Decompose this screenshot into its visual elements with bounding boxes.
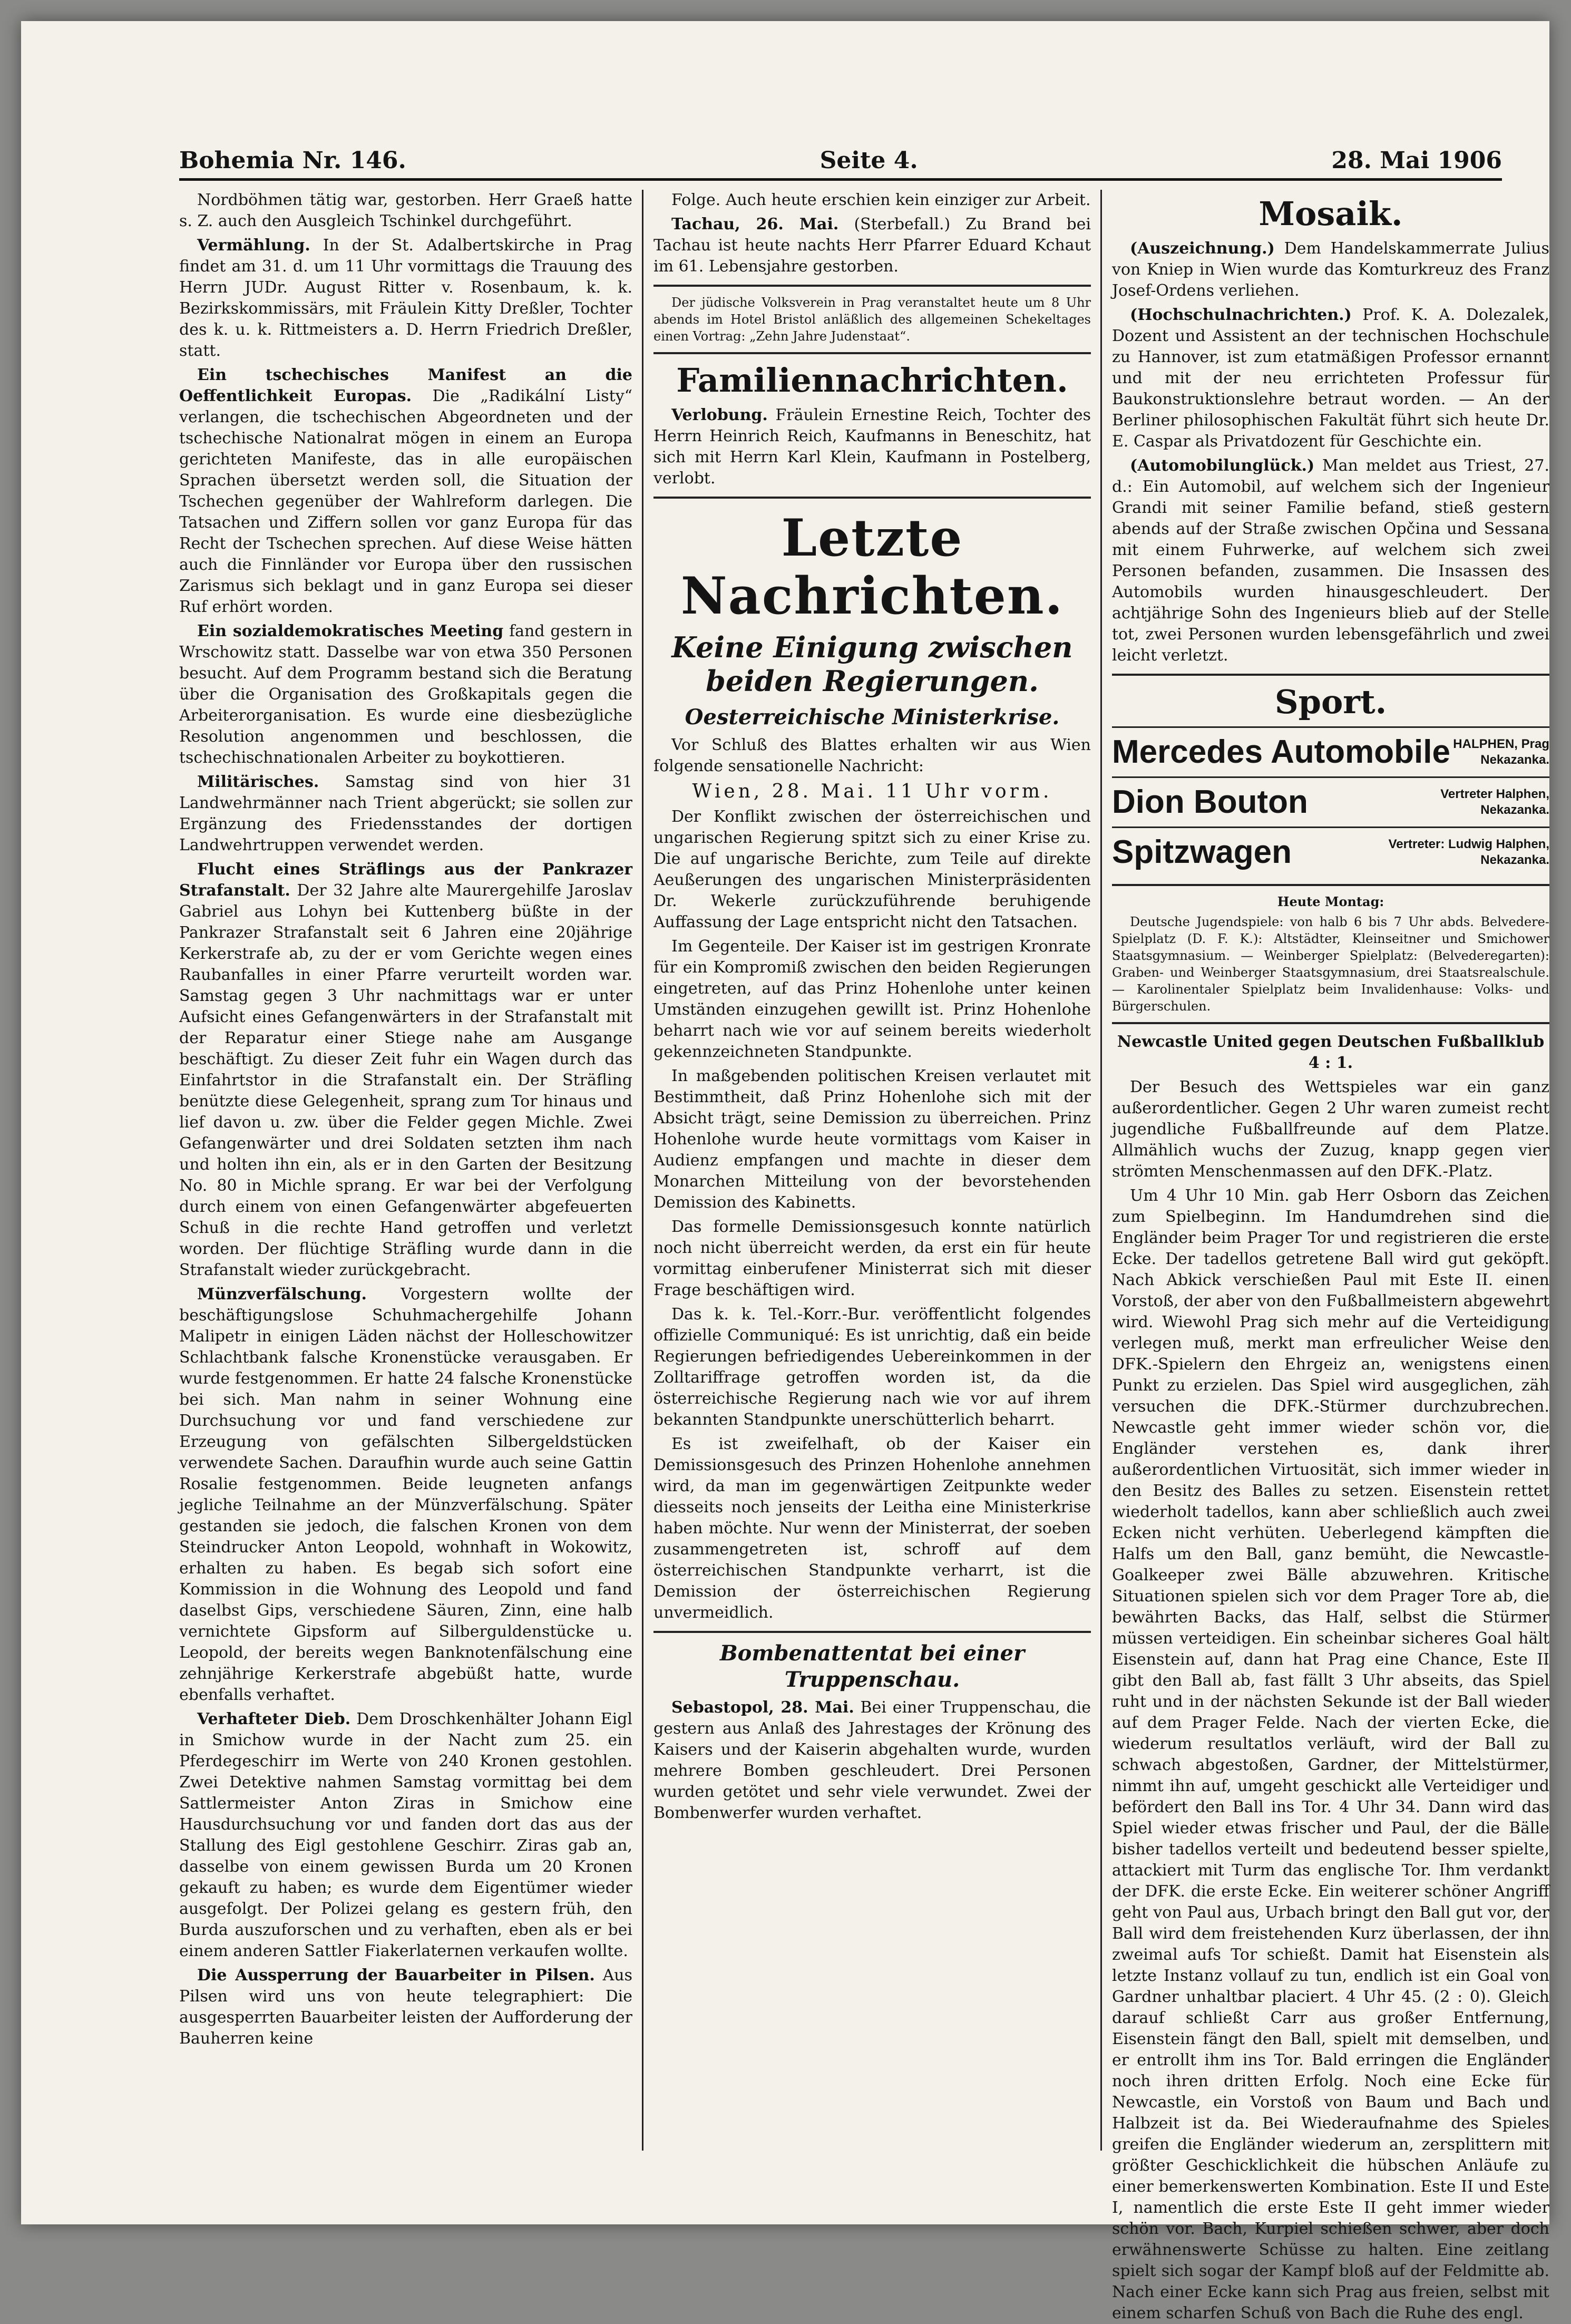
advertisement: Dion Bouton Vertreter Halphen, Nekazanka. — [1112, 776, 1549, 826]
today-title: Heute Montag: — [1277, 894, 1384, 909]
article: Sebastopol, 28. Mai. Bei einer Truppenschau, die gestern aus Anlaß des Jahrestages der Krönung des Kaisers und der Kaiserin abgehalten wurde, wurden mehrere Bomben geschleudert. Drei Personen wurden getötet und sehr viele verwundet. Zwei der Bombenwerfer wurden verhaftet. — [653, 1698, 1091, 1822]
article: Vermählung. In der St. Adalbertskirche in Prag findet am 31. d. um 11 Uhr vormittags die Trauung des Herrn JUDr. August Ritter v. Rosenbaum, k. k. Bezirkskommissärs, mit Fräulein Kitty Dreßler, Tochter des k. u. k. Rittmeisters a. D. Herrn Friedrich Dreßler, statt. — [179, 236, 632, 360]
article: Verlobung. Fräulein Ernestine Reich, Tochter des Herrn Heinrich Reich, Kaufmanns in Beneschitz, hat sich mit Herrn Karl Klein, Kaufmann in Postelberg, verlobt. — [653, 406, 1091, 488]
match-report: Um 4 Uhr 10 Min. gab Herr Osborn das Zeichen zum Spielbeginn. Im Handumdrehen sind die Engländer beim Prager Tor und registrieren die erste Ecke. Der tadellos getretene Ball wird gut geköpft. Nach Abkick verschießen Paul mit Este II. einen Vorstoß, der aber von den Fußballmeistern abgewehrt wird. Wiewohl Prag sich mehr auf die Verteidigung verlegen muß, merkt man erfreulicher Weise den DFK.-Spielern den Ehrgeiz an, wenigstens einen Punkt zu erzielen. Das Spiel wird ausgeglichen, zäh versuchen die DFK.-Stürmer durchzubrechen. Newcastle geht immer wieder schön vor, die Engländer verstehen es, dank ihrer außerordentlichen Virtuosität, sich immer wieder in den Besitz des Balles zu setzen. Eisenstein rettet wiederholt tadellos, kann aber schließlich auch zwei Ecken nicht verhüten. Ueberlegend kämpften die Halfs um den Ball, ganz bemüht, die Newcastle-Goalkeeper zwei Bälle abzuwehren. Kritische Situationen spielen sich vor dem Prager Tore ab, die bewährten Backs, das Half, selbst die Stürmer müssen verteidigen. Ein scheinbar sicheres Goal hält Eisenstein auf, dann hat Prag eine Chance, Este II gibt den Ball ab, fast fällt 3 Uhr abseits, das Spiel ruht und in der nächsten Sekunde ist der Ball wieder auf dem Prager Felde. Nach der vierten Ecke, die wiederum resultatlos verläuft, wird der Ball zu schwach abgestoßen, Gardner, der Mittelstürmer, nimmt ihn auf, umgeht geschickt alle Verteidiger und befördert den Ball ins Tor. 4 Uhr 34. Dann wird das Spiel wieder etwas frischer und Paul, der die Bälle bisher tadellos verteilt und bedeutend besser spielte, attackiert mit Turm das englische Tor. Ihm verdankt der DFK. die erste Ecke. Ein weiterer schöner Angriff geht von Paul aus, Urbach bringt den Ball gut vor, der Ball wird dem freistehenden Kurz überlassen, der ihn zweimal aufs Tor schießt. Damit hat Eisenstein als letzte Instanz vollauf zu tun, endlich ist ein Goal von Gardner unhaltbar placiert. 4 Uhr 45. (2 : 0). Gleich darauf schließt Carr aus großer Entfernung, Eisenstein fängt den Ball, spielt mit demselben, und er entrollt ihm ins Tor. Bald erringen die Engländer noch ihren dritten Erfolg. Noch eine Ecke für Newcastle, ein Vorstoß von Baum und Bach und Halbzeit ist da. Bei Wiederaufnahme des Spieles greifen die Engländer wiederum an, zersplittern mit größter Geschicklichkeit die hübschen Anläufe zu einer bemerkenswerten Kombination. Este II und Este I, namentlich die erste Este II geht immer wieder schön vor. Bach, Kurpiel schießen schwer, aber doch erwähnenswerte Schüsse zu halten. Eine zeitlang spielt sich sogar der Kampf bloß auf der Feldmitte ab. Nach einer Ecke kann sich Prag aus freien, selbst mit einem scharfen Schuß von Bach die Ruhe des engl. — [1112, 1187, 1549, 2322]
crisis-paragraph: Das k. k. Tel.-Korr.-Bur. veröffentlicht folgendes offizielle Communiqué: Es ist unrichtig, daß ein beide Regierungen befriedigendes Uebereinkommen in der Zolltariffrage getroffen worden ist, da die österreichische Regierung nach wie vor auf ihrem bekannten Standpunkte unerschütterlich beharrt. — [653, 1305, 1091, 1429]
today-schedule: Deutsche Jugendspiele: von halb 6 bis 7 Uhr abds. Belvedere-Spielplatz (D. F. K.): Altstädter, Kleinseitner und Smichower Staatsgymnasium. — Weinberger Spielplatz: (Belvederegarten): Graben- und Weinberger Staatsgymnasium, drei Staatsrealschule. — Karolinentaler Spielplatz beim Invalidenhause: Volks- und Bürgerschulen. — [1112, 915, 1549, 1014]
advertisement: Spitzwagen Vertreter: Ludwig Halphen, Nekazanka. — [1112, 826, 1549, 877]
crisis-title: Oesterreichische Ministerkrise. — [685, 705, 1060, 730]
section-title-mosaik: Mosaik. — [1258, 195, 1403, 233]
header-issue: Bohemia Nr. 146. — [179, 147, 406, 174]
separator — [1112, 884, 1549, 886]
newspaper-page — [21, 21, 1549, 2322]
article: (Auszeichnung.) Dem Handelskammerrate Julius von Kniep in Wien wurde das Komturkreuz des Franz Josef-Ordens verliehen. — [1112, 239, 1549, 300]
section-title-family: Familiennachrichten. — [676, 361, 1068, 400]
article: Nordböhmen tätig war, gestorben. Herr Graeß hatte s. Z. auch den Ausgleich Tschinkel durchgeführt. — [179, 191, 632, 230]
article: Verhafteter Dieb. Dem Droschkenhälter Johann Eigl in Smichow wurde in der Nacht zum 25. ein Pferdegeschirr im Werte von 240 Kronen gestohlen. Zwei Detektive nahmen Samstag vormittag bei dem Sattlermeister Anton Ziras in Smichow eine Hausdurchsuchung vor und fanden dort das aus der Stallung des Eigl gestohlene Geschirr. Ziras gab an, dasselbe von einem gewissen Burda um 20 Kronen gekauft zu haben; es wurde dem Eigentümer wieder ausgefolgt. Der Polizei gelang es gestern früh, den Burda auszuforschen und zu verhaften, eben als er bei einem anderen Sattler Fiakerlaternen verkaufen wollte. — [179, 1710, 632, 1960]
header-page-number: Seite 4. — [819, 147, 918, 174]
crisis-paragraph: In maßgebenden politischen Kreisen verlautet mit Bestimmtheit, daß Prinz Hohenlohe sich mit der Absicht trägt, seine Demission zu überreichen. Prinz Hohenlohe wurde heute vormittags vom Kaiser in Audienz empfangen und machte in dieser dem Monarchen Mitteilung von der bevorstehenden Demission des Kabinetts. — [653, 1067, 1091, 1212]
separator — [653, 285, 1091, 287]
headline-latest-news: Letzte Nachrichten. — [680, 508, 1064, 626]
crisis-paragraph: Das formelle Demissionsgesuch konnte natürlich noch nicht überreicht werden, da erst ein für heute vormittag einberufener Ministerrat sich mit dieser Frage beschäftigen wird. — [653, 1218, 1091, 1299]
header-rule — [179, 178, 1502, 181]
article: Flucht eines Sträflings aus der Pankrazer Strafanstalt. Der 32 Jahre alte Maurergehilfe Jaroslav Gabriel aus Lohyn bei Kuttenberg büßte in der Pankrazer Strafanstalt seit 6 Jahren eine 20jährige Kerkerstrafe ab, zu der er vom Gerichte wegen eines Raubanfalles in einer Pfarre verurteilt worden war. Samstag gegen 3 Uhr nachmittags war er unter Aufsicht eines Gefangenwärters in der Strafanstalt mit der Reparatur einer Stiege nahe am Ausgange beschäftigt. Zu dieser Zeit fuhr ein Wagen durch das Einfahrtstor in die Strafanstalt ein. Der Sträfling benützte diese Gelegenheit, sprang zum Tor hinaus und lief davon u. zw. über die Felder gegen Michle. Zwei Gefangenwärter und drei Soldaten setzten ihm nach und holten ihn ein, als er in den Garten der Besitzung No. 80 in Michle sprang. Er war bei der Verfolgung durch einem von einen Gefangenwärter abgefeuerten Schuß in die rechte Hand getroffen und verletzt worden. Der flüchtige Sträfling wurde dann in die Strafanstalt wieder zurückgebracht. — [179, 860, 632, 1279]
article: Die Aussperrung der Bauarbeiter in Pilsen. Aus Pilsen wird uns von heute telegraphiert: Die ausgesperrten Bauarbeiter leisten der Aufforderung der Bauherren keine — [179, 1966, 632, 2048]
match-title: Newcastle United gegen Deutschen Fußballklub 4 : 1. — [1117, 1033, 1545, 1072]
advertisement: Mercedes Automobile HALPHEN, Prag Nekazanka. — [1112, 726, 1549, 776]
separator — [1112, 1022, 1549, 1024]
article: Ein tschechisches Manifest an die Oeffentlichkeit Europas. Die „Radikální Listy“ verlangen, die tschechischen Abgeordneten und der tschechische Nationalrat mögen in einem an Europa gerichteten Manifeste, das in alle europäischen Sprachen übersetzt werden soll, die Situation der Tschechen gegenüber der Wahlreform darlegen. Die Tatsachen und Ziffern sollen vor ganz Europa für das Recht der Tschechen sprechen. Auf diese Weise hätten auch die Finnländer vor Europa über den russischen Zarismus sich beklagt und in ganz Europa sei dieser Ruf erhört worden. — [179, 366, 632, 616]
separator — [653, 497, 1091, 499]
separator — [653, 1631, 1091, 1633]
column-1 — [179, 190, 632, 2161]
crisis-paragraph: Der Konflikt zwischen der österreichischen und ungarischen Regierung spitzt sich zu einer Krise zu. Die auf ungarische Berichte, zum Teile auf direkte Aeußerungen des ungarischen Ministerpräsidenten Dr. Wekerle zurückzuführende beruhigende Auffassung der Lage entspricht nicht den Tatsachen. — [653, 808, 1091, 931]
column-divider-1 — [642, 190, 643, 2151]
separator — [653, 352, 1091, 354]
subheadline: Keine Einigung zwischen beiden Regierungen. — [671, 630, 1073, 698]
header-date: 28. Mai 1906 — [1331, 147, 1502, 174]
article: (Automobilunglück.) Man meldet aus Triest, 27. d.: Ein Automobil, auf welchem sich der Ingenieur Grandi mit seiner Familie befand, stieß gestern abends auf der Straße zwischen Opčina und Sessana mit einem Fuhrwerke, auf welchem sich zwei Personen befanden, zusammen. Die Insassen des Automobils wurden hinausgeschleudert. Der achtjährige Sohn des Ingenieurs blieb auf der Stelle tot, zwei Personen wurden lebensgefährlich und zwei leicht verletzt. — [1112, 456, 1549, 665]
article: Ein sozialdemokratisches Meeting fand gestern in Wrschowitz statt. Dasselbe war von etwa 350 Personen besucht. Auf dem Programm bestand sich die Beratung über die Organisation des Großkapitals gegen die Arbeiterorganisation. Es wurde eine diesbezügliche Resolution angenommen und beschlossen, die tschechischnationalen Arbeiter zu boykottieren. — [179, 622, 632, 767]
article: Münzverfälschung. Vorgestern wollte der beschäftigungslose Schuhmachergehilfe Johann Malipetr in einigen Läden nächst der Holleschowitzer Schlachtbank falsche Kronenstücke verausgaben. Er wurde festgenommen. Er hatte 24 falsche Kronenstücke bei sich. Man nahm in seiner Wohnung eine Durchsuchung vor und fand verschiedene zur Erzeugung von gefälschten Silbergeldstücken verwendete Sachen. Daraufhin wurde auch seine Gattin Rosalie festgenommen. Beide leugneten anfangs jegliche Teilnahme an der Münzverfälschung. Später gestanden sie jedoch, die falschen Kronen von dem Steindrucker Anton Leopold, wohnhaft in Wokowitz, erhalten zu haben. Es begab sich sofort eine Kommission in die Wohnung des Leopold und fand daselbst Gips, verschiedene Säuren, Zinn, eine halb vernichtete Gipsform auf Silberguldenstücke u. Leopold, der bereits wegen Banknotenfälschung eine zehnjährige Kerkerstrafe abgebüßt hatte, wurde ebenfalls verhaftet. — [179, 1285, 632, 1704]
article: Folge. Auch heute erschien kein einziger zur Arbeit. — [671, 191, 1091, 209]
column-2 — [653, 190, 1091, 2161]
article: Militärisches. Samstag sind von hier 31 Landwehrmänner nach Trient abgerückt; sie sollen zur Ergänzung des Friedensstandes der dortigen Landwehrtruppen verwendet werden. — [179, 773, 632, 854]
article: (Hochschulnachrichten.) Prof. K. A. Dolezalek, Dozent und Assistent an der technischen Hochschule zu Hannover, ist zum etatmäßigen Professor ernannt und mit der neu errichteten Professur für Baukonstruktionslehre betraut worden. — An der Berliner philosophischen Fakultät führt sich heute Dr. E. Caspar als Privatdozent für Geschichte ein. — [1112, 306, 1549, 451]
article: Tachau, 26. Mai. (Sterbefall.) Zu Brand bei Tachau ist heute nachts Herr Pfarrer Eduard Kchaut im 61. Lebensjahre gestorben. — [653, 215, 1091, 276]
notice: Der jüdische Volksverein in Prag veranstaltet heute um 8 Uhr abends im Hotel Bristol anläßlich des allgemeinen Schekeltages einen Vortrag: „Zehn Jahre Judenstaat“. — [653, 295, 1091, 344]
column-3 — [1112, 190, 1549, 2322]
crisis-paragraph: Im Gegenteile. Der Kaiser ist im gestrigen Kronrate für ein Kompromiß zwischen den beiden Regierungen eingetreten, auf das Prinz Hohenlohe unter keinen Umständen einzugehen gewillt ist. Prinz Hohenlohe beharrt nach wie vor auf seinem bereits wiederholt gekennzeichneten Standpunkte. — [653, 937, 1091, 1061]
match-report: Der Besuch des Wettspieles war ein ganz außerordentlicher. Gegen 2 Uhr waren zumeist recht jugendliche Fußballfreunde auf dem Platze. Allmählich wuchs der Zuzug, knapp gegen vier strömten Menschenmassen auf den DFK.-Platz. — [1112, 1078, 1549, 1181]
bomb-title: Bombenattentat bei einer Truppenschau. — [719, 1641, 1025, 1692]
page-header — [179, 116, 1502, 174]
dateline: Wien, 28. Mai. 11 Uhr vorm. — [692, 781, 1052, 802]
section-title-sport: Sport. — [1274, 683, 1387, 721]
crisis-paragraph: Es ist zweifelhaft, ob der Kaiser ein Demissionsgesuch des Prinzen Hohenlohe annehmen wird, da man im gegenwärtigen Zeitpunkte weder diesseits noch jenseits der Leitha eine Ministerkrise haben möchte. Nur wenn der Ministerrat, der soeben zusammengetreten ist, schroff auf dem österreichischen Standpunkte verharrt, ist die Demission der österreichischen Regierung unvermeidlich. — [653, 1435, 1091, 1622]
crisis-intro: Vor Schluß des Blattes erhalten wir aus Wien folgende sensationelle Nachricht: — [653, 736, 1091, 775]
column-divider-2 — [1100, 190, 1102, 2151]
separator — [1112, 674, 1549, 676]
